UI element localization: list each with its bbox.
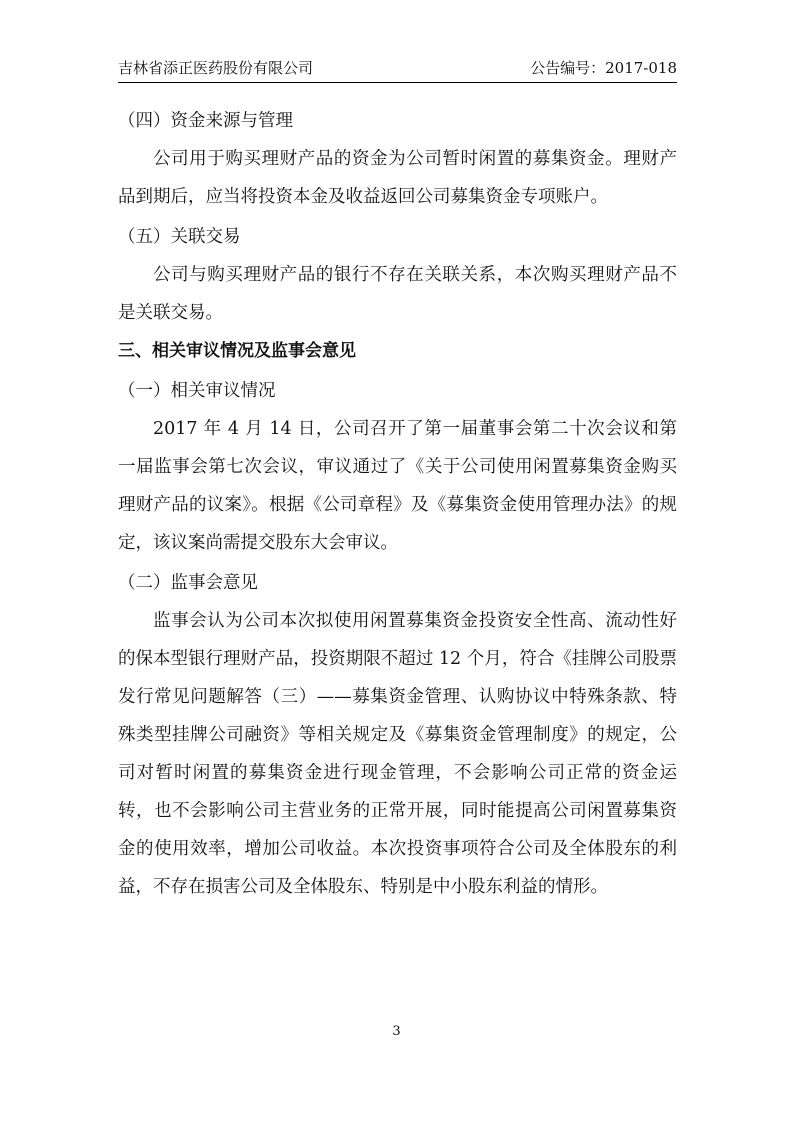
- document-body: [118, 100, 677, 906]
- header-rule: [118, 82, 677, 83]
- paragraph-supervisor-opinion: 监事会认为公司本次拟使用闲置募集资金投资安全性高、流动性好的保本型银行理财产品，投资期限不超过 12 个月，符合《挂牌公司股票发行常见问题解答（三）——募集资金管理、认购协议中特殊条款、特殊类型挂牌公司融资》等相关规定及《募集资金管理制度》的规定，公司对暂时闲置的募集资金进行现金管理，不会影响公司正常的资金运转，也不会影响公司主营业务的正常开展，同时能提高公司闲置募集资金的使用效率，增加公司收益。本次投资事项符合公司及全体股东的利益，不存在损害公司及全体股东、特别是中小股东利益的情形。: [118, 611, 677, 897]
- paragraph-funds-source: 公司用于购买理财产品的资金为公司暂时闲置的募集资金。理财产品到期后，应当将投资本金及收益返回公司募集资金专项账户。: [118, 149, 677, 207]
- heading-review: （一）相关审议情况: [118, 381, 276, 401]
- paragraph-review: 2017 年 4 月 14 日，公司召开了第一届董事会第二十次会议和第一届监事会第七次会议，审议通过了《关于公司使用闲置募集资金购买理财产品的议案》。根据《公司章程》及《募集资金使用管理办法》的规定，该议案尚需提交股东大会审议。: [118, 419, 677, 553]
- heading-related-transaction: （五）关联交易: [118, 227, 241, 247]
- heading-supervisor-opinion: （二）监事会意见: [118, 573, 258, 593]
- page-header: [118, 58, 677, 80]
- page-number: 3: [392, 1024, 401, 1039]
- company-name: 吉林省添正医药股份有限公司: [118, 59, 314, 77]
- paragraph-related-transaction: 公司与购买理财产品的银行不存在关联关系，本次购买理财产品不是关联交易。: [118, 265, 677, 323]
- announcement-number: 公告编号：2017-018: [530, 59, 677, 77]
- section-heading-3: 三、相关审议情况及监事会意见: [118, 341, 356, 361]
- heading-funds-source: （四）资金来源与管理: [118, 111, 293, 131]
